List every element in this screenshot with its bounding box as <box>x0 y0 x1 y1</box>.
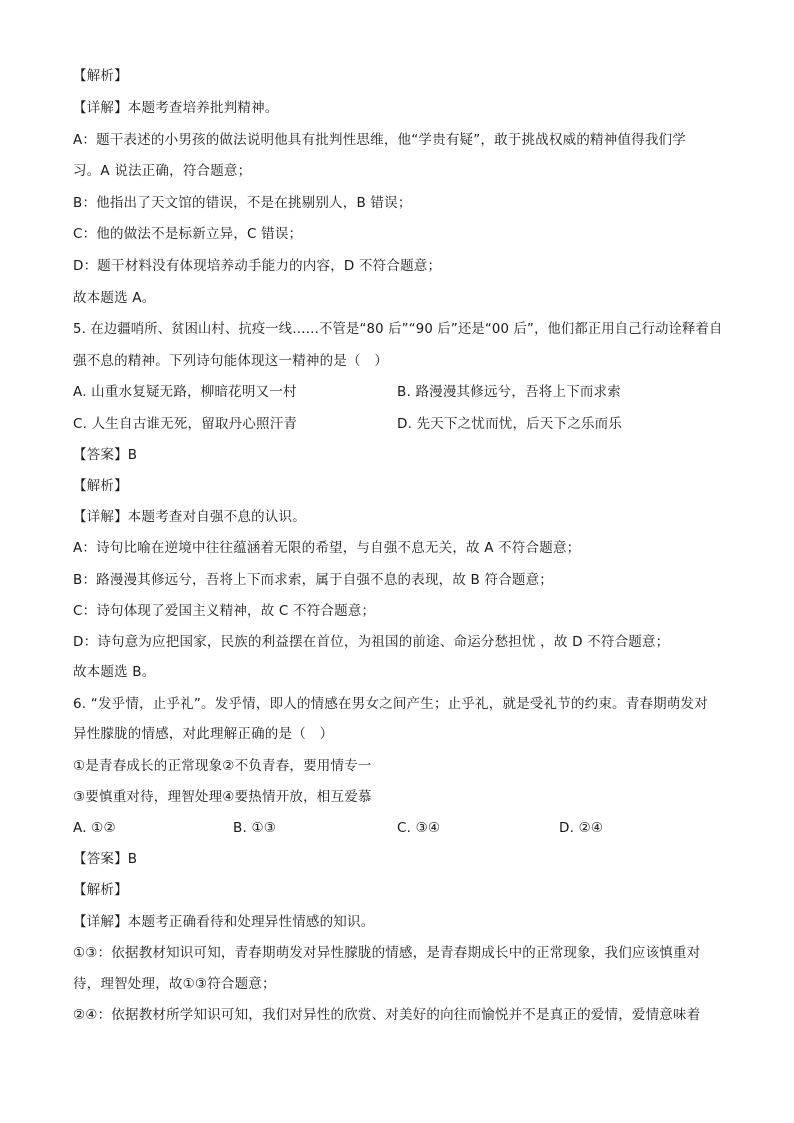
question-6-items-2: ③要慎重对待，理智处理④要热情开放，相互爱慕 <box>73 789 372 805</box>
question-6-detail: 【详解】本题考正确看待和处理异性情感的知识。 <box>73 914 375 930</box>
question-6-option-b: B. ①③ <box>233 820 277 836</box>
option-d-explanation: D：题干材料没有体现培养动手能力的内容，D 不符合题意； <box>73 258 442 274</box>
question-5-stem-cont: 强不息的精神。下列诗句能体现这一精神的是（ ） <box>73 353 389 369</box>
analysis-heading: 【解析】 <box>73 68 128 84</box>
question-6-analysis-heading: 【解析】 <box>73 882 128 898</box>
question-6-13-explanation: ①③：依据教材知识可知，青春期萌发对异性朦胧的情感，是青春期成长中的正常现象，我们应该慎重对 <box>73 945 701 961</box>
question-6-13-explanation-cont: 待，理智处理，故①③符合题意； <box>73 976 276 992</box>
question-5-stem: 5. 在边疆哨所、贫困山村、抗疫一线……不管是“80 后”“90 后”还是“00 后”，他们都正用自己行动诠释着自 <box>73 321 723 337</box>
question-5-analysis-heading: 【解析】 <box>73 478 128 494</box>
option-a-explanation: A：题干表述的小男孩的做法说明他具有批判性思维，他“学贵有疑”，敢于挑战权威的精神值得我们学 <box>73 132 686 148</box>
question-5-detail: 【详解】本题考查对自强不息的认识。 <box>73 509 306 525</box>
question-5-c-explanation: C：诗句体现了爱国主义精神，故 C 不符合题意； <box>73 603 376 619</box>
question-5-option-d: D. 先天下之忧而忧，后天下之乐而乐 <box>397 416 623 432</box>
question-6-option-c: C. ③④ <box>397 820 441 836</box>
question-5-a-explanation: A：诗句比喻在逆境中往往蕴涵着无限的希望，与自强不息无关，故 A 不符合题意； <box>73 540 581 556</box>
question-5-option-c: C. 人生自古谁无死，留取丹心照汗青 <box>73 416 298 432</box>
question-6-option-d: D. ②④ <box>559 820 604 836</box>
question-6-stem-cont: 异性朦胧的情感，对此理解正确的是（ ） <box>73 726 334 742</box>
question-6-items-1: ①是青春成长的正常现象②不负青春，要用情专一 <box>73 758 372 774</box>
question-5-option-a: A. 山重水复疑无路，柳暗花明又一村 <box>73 384 297 400</box>
option-b-explanation: B：他指出了天文馆的错误，不是在挑剔别人，B 错误； <box>73 195 412 211</box>
question-5-conclusion: 故本题选 B。 <box>73 664 156 680</box>
question-5-d-explanation: D：诗句意为应把国家，民族的利益摆在首位，为祖国的前途、命运分愁担忧 ，故 D 不符合题意； <box>73 634 670 650</box>
question-6-answer: 【答案】B <box>73 851 138 867</box>
question-5-option-b: B. 路漫漫其修远兮，吾将上下而求索 <box>397 384 621 400</box>
option-a-explanation-cont: 习。A 说法正确，符合题意； <box>73 163 252 179</box>
question-6-stem: 6. “发乎情，止乎礼”。发乎情，即人的情感在男女之间产生；止乎礼，就是受礼节的约束。青春期萌发对 <box>73 696 708 712</box>
question-6-24-explanation: ②④：依据教材所学知识可知，我们对异性的欣赏、对美好的向往而愉悦并不是真正的爱情，爱情意味着 <box>73 1007 701 1023</box>
option-c-explanation: C：他的做法不是标新立异，C 错误； <box>73 226 303 242</box>
question-5-b-explanation: B：路漫漫其修远兮，吾将上下而求索，属于自强不息的表现，故 B 符合题意； <box>73 572 554 588</box>
question-5-answer: 【答案】B <box>73 447 138 463</box>
question-6-option-a: A. ①② <box>73 820 116 836</box>
detail-line: 【详解】本题考查培养批判精神。 <box>73 100 279 116</box>
conclusion-line: 故本题选 A。 <box>73 290 156 306</box>
